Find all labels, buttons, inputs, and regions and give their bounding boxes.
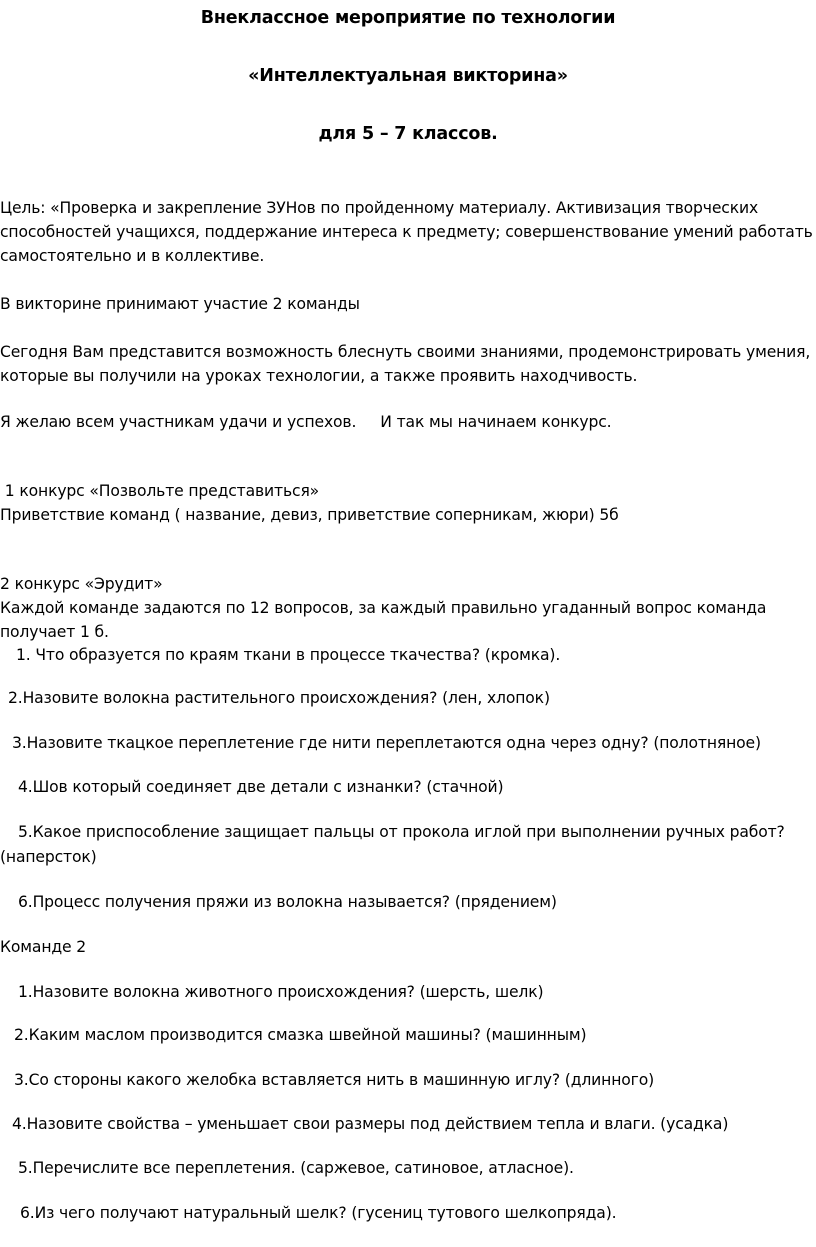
doc-title: Внеклассное мероприятие по технологии	[200, 8, 616, 28]
contest2-title: 2 конкурс «Эрудит»	[0, 575, 163, 593]
team2-question-6: 6.Из чего получают натуральный шелк? (гусениц тутового шелкопряда).	[20, 1204, 617, 1222]
intro-line-1: Сегодня Вам представится возможность блеснуть своими знаниями, продемонстрировать умения,	[0, 343, 811, 361]
intro-line-2: которые вы получили на уроках технологии, а также проявить находчивость.	[0, 367, 638, 385]
team1-question-6: 6.Процесс получения пряжи из волокна называется? (прядением)	[18, 893, 557, 911]
doc-subtitle-grades: для 5 – 7 классов.	[318, 124, 498, 144]
team2-question-5: 5.Перечислите все переплетения. (саржевое, сатиновое, атласное).	[18, 1159, 574, 1177]
team2-label: Команде 2	[0, 938, 87, 956]
team2-question-3: 3.Со стороны какого желобка вставляется нить в машинную иглу? (длинного)	[14, 1071, 655, 1089]
team1-question-1: 1. Что образуется по краям ткани в процессе ткачества? (кромка).	[16, 646, 561, 664]
teams-note: В викторине принимают участие 2 команды	[0, 295, 360, 313]
doc-subtitle-quiz: «Интеллектуальная викторина»	[248, 66, 568, 86]
contest1-text: Приветствие команд ( название, девиз, приветствие соперникам, жюри) 5б	[0, 506, 619, 524]
team1-question-2: 2.Назовите волокна растительного происхождения? (лен, хлопок)	[8, 689, 550, 707]
team1-question-3: 3.Назовите ткацкое переплетение где нити переплетаются одна через одну? (полотняное)	[12, 734, 761, 752]
contest2-desc-line-2: получает 1 б.	[0, 623, 109, 641]
goal-line-3: самостоятельно и в коллективе.	[0, 247, 265, 265]
team1-question-5: 5.Какое приспособление защищает пальцы от прокола иглой при выполнении ручных работ?	[18, 823, 785, 841]
contest2-desc-line-1: Каждой команде задаются по 12 вопросов, за каждый правильно угаданный вопрос команда	[0, 599, 767, 617]
team1-question-4: 4.Шов который соединяет две детали с изнанки? (стачной)	[18, 778, 504, 796]
team2-question-4: 4.Назовите свойства – уменьшает свои размеры под действием тепла и влаги. (усадка)	[12, 1115, 729, 1133]
contest1-title: 1 конкурс «Позвольте представиться»	[0, 482, 320, 500]
wish-line: Я желаю всем участникам удачи и успехов. И так мы начинаем конкурс.	[0, 413, 612, 431]
goal-line-1: Цель: «Проверка и закрепление ЗУНов по пройденному материалу. Активизация творческих	[0, 199, 759, 217]
team2-question-1: 1.Назовите волокна животного происхождения? (шерсть, шелк)	[18, 983, 544, 1001]
team2-question-2: 2.Каким маслом производится смазка швейной машины? (машинным)	[14, 1026, 587, 1044]
team1-question-5-answer: (наперсток)	[0, 848, 97, 866]
goal-line-2: способностей учащихся, поддержание интереса к предмету; совершенствование умений работать	[0, 223, 813, 241]
